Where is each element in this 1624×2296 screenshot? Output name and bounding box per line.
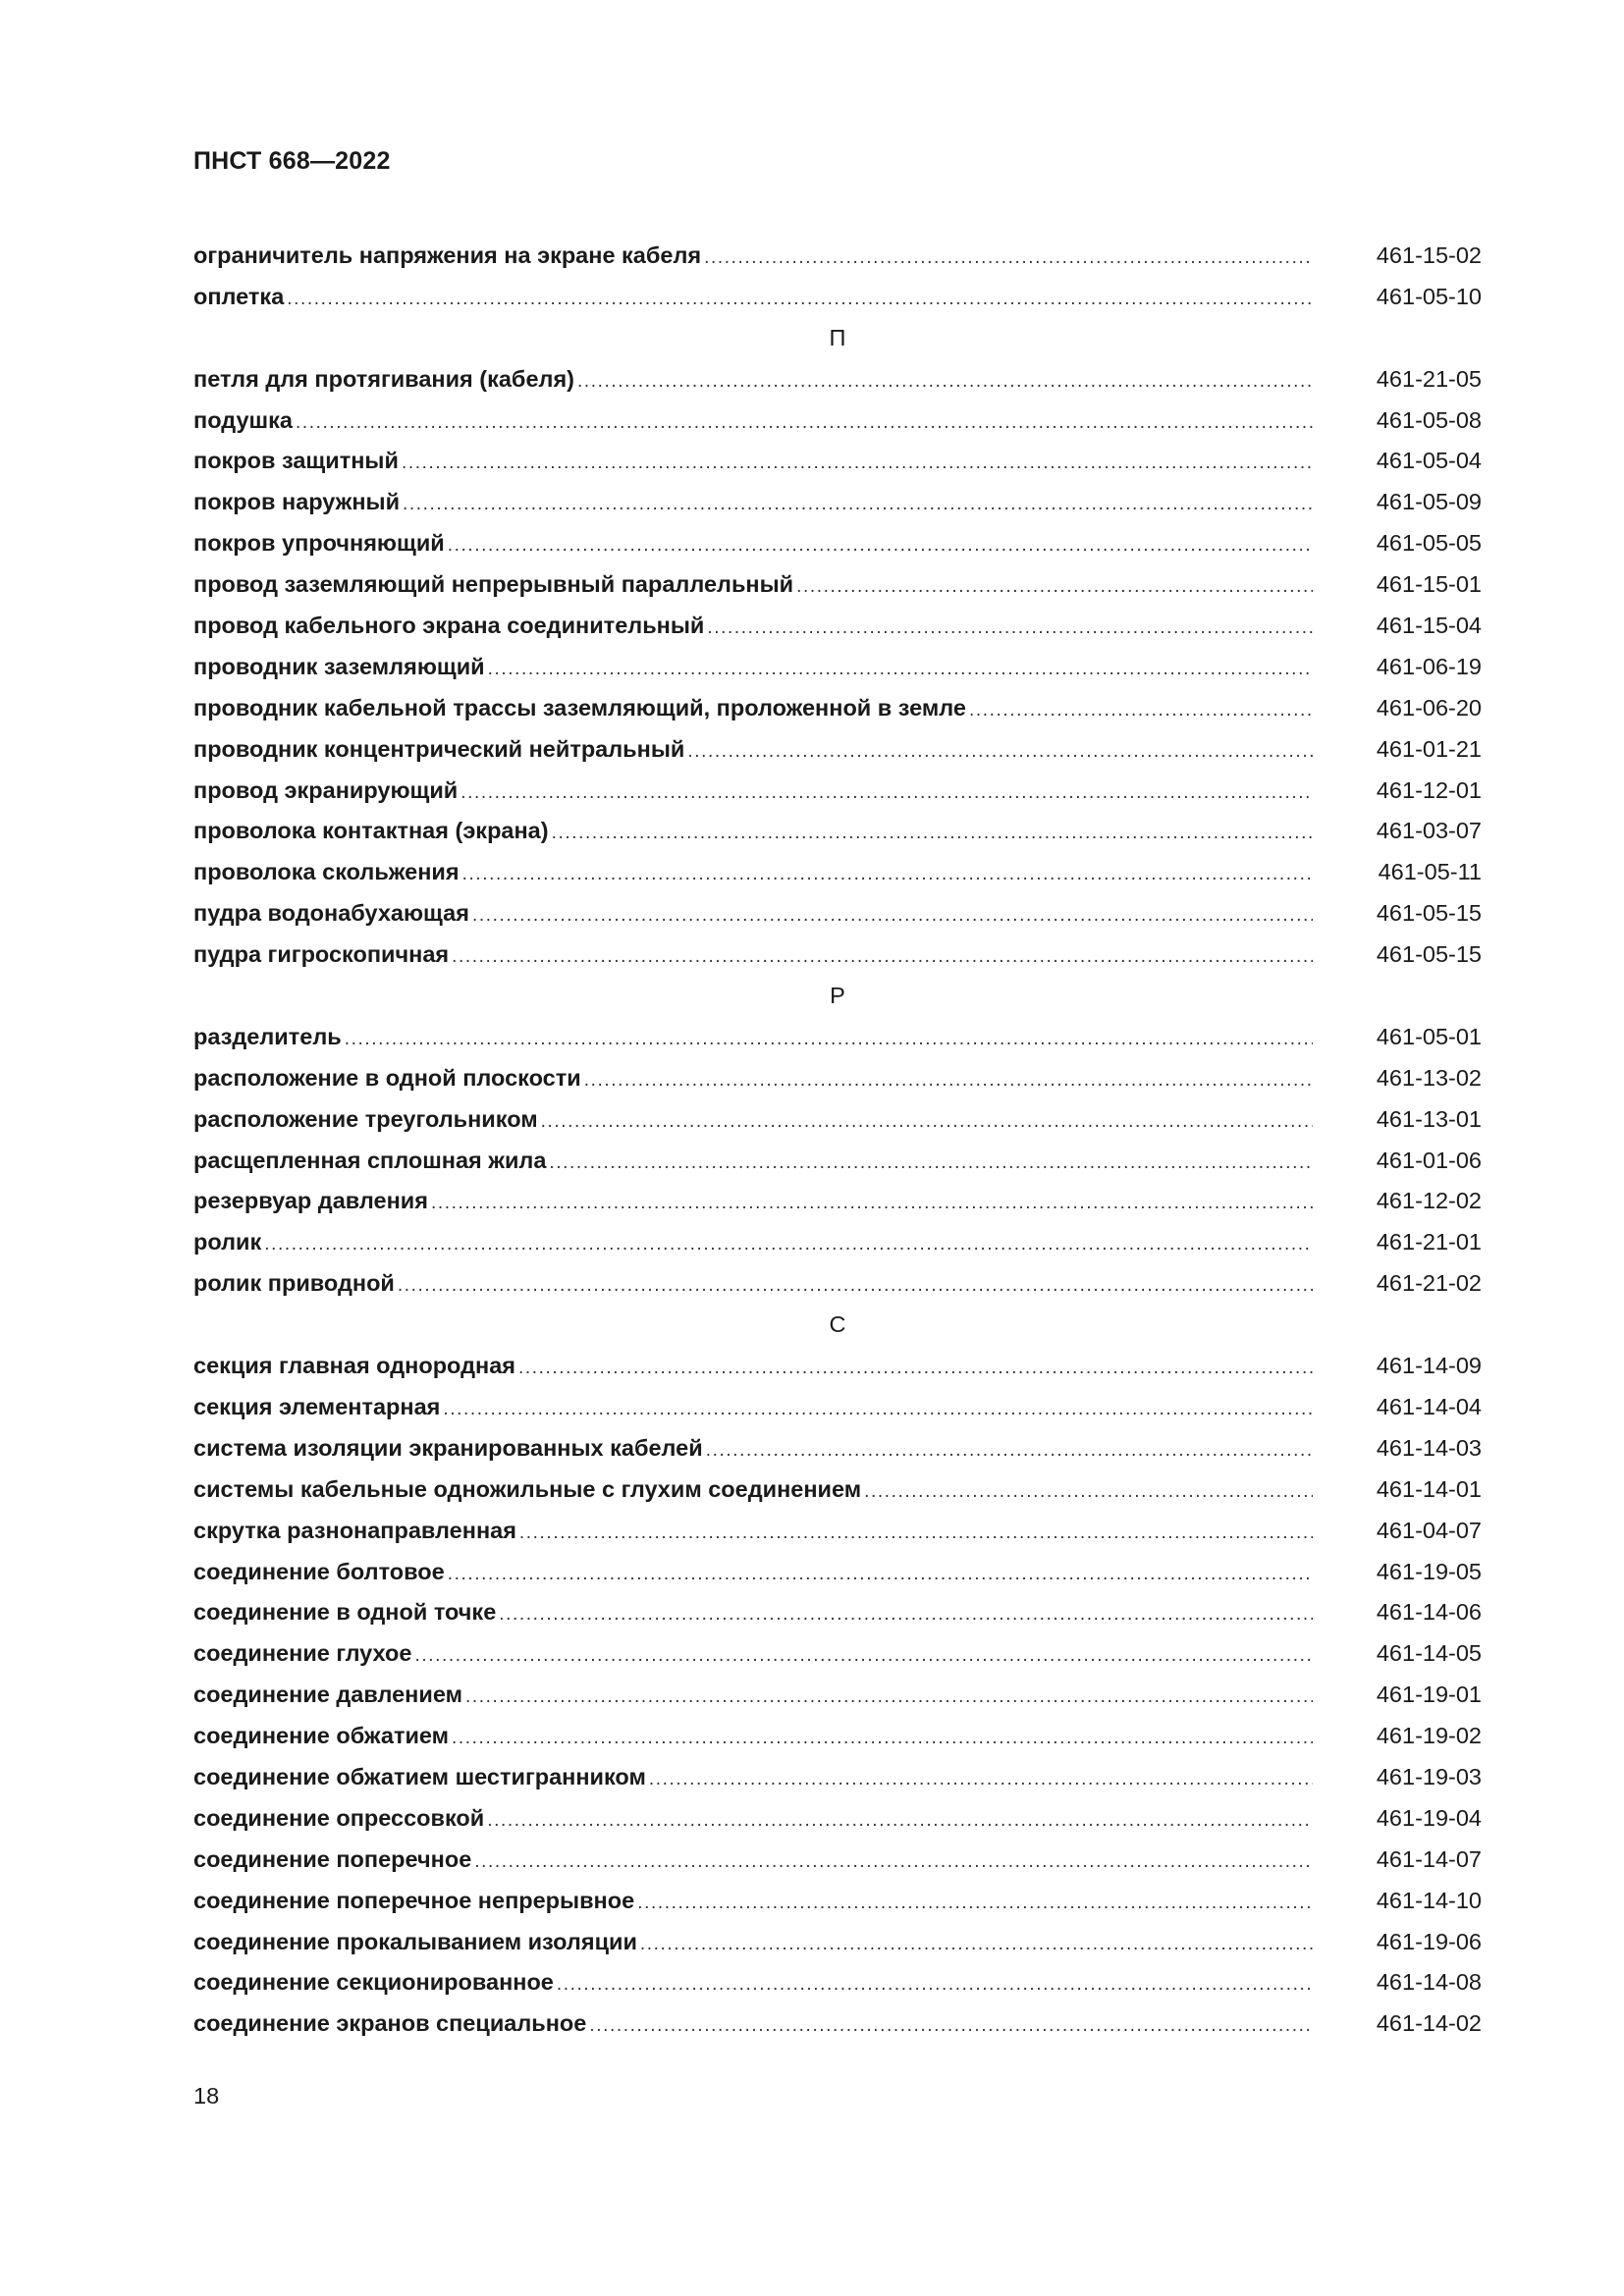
entry-term: скрутка разнонаправленная [193,1517,516,1543]
entry-code: 461-19-02 [1376,1723,1482,1749]
entry-term: соединение поперечное [193,1845,472,1872]
index-entry [193,564,1482,606]
alphabetical-term-index [193,236,1482,2045]
dot-leader [403,484,1313,525]
entry-code: 461-14-01 [1376,1475,1482,1502]
index-entry [193,1552,1482,1593]
dot-leader [345,1019,1313,1060]
entry-term: система изоляции экранированных кабелей [193,1434,703,1461]
entry-code: 461-15-04 [1376,613,1482,639]
dot-leader [414,1635,1313,1677]
entry-code: 461-14-06 [1376,1599,1482,1626]
index-entry [193,1469,1482,1511]
entry-term: петля для протягивания (кабеля) [193,365,574,392]
entry-term: разделитель [193,1023,342,1049]
dot-leader [969,690,1313,731]
entry-code: 461-19-06 [1376,1928,1482,1954]
index-entry [193,1881,1482,1922]
dot-leader [296,402,1313,444]
index-entry [193,277,1482,318]
entry-code: 461-05-11 [1378,859,1482,885]
index-entry [193,400,1482,442]
index-entry [193,1840,1482,1881]
entry-code: 461-19-01 [1376,1682,1482,1708]
entry-term: проводник заземляющий [193,653,485,679]
entry-code: 461-05-04 [1376,448,1482,474]
entry-term: соединение обжатием [193,1723,450,1749]
entry-term: расположение в одной плоскости [193,1064,581,1091]
dot-leader [474,1842,1313,1883]
dot-leader [552,813,1313,854]
entry-code: 461-03-07 [1376,818,1482,844]
entry-code: 461-05-10 [1376,283,1482,309]
entry-term: провод экранирующий [193,776,459,803]
entry-code: 461-13-01 [1376,1105,1482,1132]
entry-term: подушка [193,406,293,433]
index-entry [193,359,1482,400]
entry-code: 461-21-01 [1376,1229,1482,1255]
entry-code: 461-14-07 [1376,1845,1482,1872]
dot-leader [584,1060,1313,1101]
entry-code: 461-05-09 [1376,489,1482,515]
index-entry [193,1675,1482,1716]
dot-leader [402,443,1313,484]
index-entry [193,606,1482,647]
entry-code: 461-05-05 [1376,530,1482,557]
index-entry [193,811,1482,852]
index-entry [193,893,1482,934]
index-entry [193,934,1482,976]
index-entry [193,1141,1482,1182]
entry-term: соединение прокалыванием изоляции [193,1928,637,1954]
index-entry [193,523,1482,564]
entry-term: оплетка [193,283,285,309]
entry-code: 461-21-02 [1376,1270,1482,1297]
index-entry [193,688,1482,729]
entry-code: 461-15-01 [1376,571,1482,598]
dot-leader [706,1430,1313,1471]
dot-leader [687,731,1313,773]
dot-leader [448,1554,1313,1595]
entry-term: покров упрочняющий [193,530,445,557]
dot-leader [577,361,1313,402]
dot-leader [487,1800,1313,1842]
dot-leader [462,854,1313,895]
entry-term: соединение глухое [193,1640,412,1667]
entry-code: 461-19-04 [1376,1804,1482,1831]
dot-leader [704,238,1313,279]
dot-leader [519,1513,1313,1554]
entry-code: 461-05-08 [1376,406,1482,433]
section-letter: С [829,1311,846,1338]
dot-leader [452,1718,1313,1759]
entry-term: соединение опрессовкой [193,1804,485,1831]
index-entry [193,1387,1482,1428]
entry-code: 461-06-20 [1376,694,1482,721]
entry-code: 461-06-19 [1376,653,1482,679]
dot-leader [796,566,1313,608]
index-entry [193,1633,1482,1675]
entry-code: 461-14-09 [1376,1353,1482,1379]
document-header: ПНСТ 668—2022 [193,147,391,175]
entry-term: покров защитный [193,448,399,474]
entry-term: проводник концентрический нейтральный [193,735,685,762]
entry-code: 461-21-05 [1376,365,1482,392]
index-entry [193,236,1482,277]
index-entry [193,1181,1482,1222]
dot-leader [557,1964,1313,2005]
entry-code: 461-15-02 [1376,242,1482,268]
entry-term: соединение давлением [193,1682,462,1708]
index-entry [193,441,1482,482]
entry-code: 461-14-08 [1376,1969,1482,1996]
entry-term: проводник кабельной трассы заземляющий, проложенной в земле [193,694,966,721]
dot-leader [549,1143,1313,1184]
index-entry [193,1058,1482,1099]
index-entry [193,852,1482,893]
entry-code: 461-14-03 [1376,1434,1482,1461]
index-entry [193,482,1482,523]
dot-leader [707,608,1313,649]
dot-leader [398,1265,1313,1307]
index-entry [193,1592,1482,1633]
entry-term: пудра водонабухающая [193,900,469,927]
entry-code: 461-14-04 [1376,1393,1482,1419]
entry-term: покров наружный [193,489,401,515]
entry-code: 461-05-01 [1376,1023,1482,1049]
dot-leader [499,1594,1313,1635]
index-entry [193,2003,1482,2045]
dot-leader [649,1759,1313,1800]
index-entry [193,1346,1482,1387]
entry-code: 461-19-05 [1376,1558,1482,1584]
index-entry [193,1428,1482,1469]
entry-term: резервуар давления [193,1188,428,1214]
entry-term: ролик приводной [193,1270,395,1297]
dot-leader [465,1677,1313,1718]
dot-leader [864,1471,1313,1513]
index-entry [193,1099,1482,1141]
entry-code: 461-14-10 [1376,1887,1482,1913]
dot-leader [488,649,1313,690]
entry-code: 461-01-21 [1376,735,1482,762]
entry-term: соединение экранов специальное [193,2010,587,2037]
index-entry [193,1798,1482,1840]
entry-term: соединение болтовое [193,1558,445,1584]
dot-leader [431,1183,1313,1224]
entry-code: 461-12-01 [1376,776,1482,803]
entry-code: 461-04-07 [1376,1517,1482,1543]
entry-code: 461-14-02 [1376,2010,1482,2037]
entry-code: 461-12-02 [1376,1188,1482,1214]
dot-leader [287,279,1313,320]
entry-term: расположение треугольником [193,1105,538,1132]
dot-leader [443,1389,1313,1430]
entry-term: соединение поперечное непрерывное [193,1887,635,1913]
entry-term: соединение в одной точке [193,1599,497,1626]
entry-term: ограничитель напряжения на экране кабеля [193,242,702,268]
dot-leader [640,1924,1313,1965]
index-entry [193,1511,1482,1552]
entry-code: 461-13-02 [1376,1064,1482,1091]
entry-term: проволока скольжения [193,859,460,885]
entry-code: 461-19-03 [1376,1763,1482,1789]
dot-leader [448,525,1313,566]
index-entry [193,1017,1482,1058]
dot-leader [518,1348,1313,1389]
dot-leader [264,1224,1313,1265]
entry-term: секция главная однородная [193,1353,515,1379]
section-letter: Р [830,983,845,1009]
index-entry [193,1922,1482,1963]
index-entry [193,771,1482,812]
entry-term: соединение обжатием шестигранником [193,1763,646,1789]
index-entry [193,1716,1482,1757]
section-letter: П [829,324,846,350]
dot-leader [460,773,1313,814]
index-entry [193,1962,1482,2003]
index-entry [193,1222,1482,1263]
index-entry [193,1757,1482,1798]
dot-leader [637,1883,1313,1924]
entry-code: 461-14-05 [1376,1640,1482,1667]
entry-term: провод заземляющий непрерывный параллельный [193,571,794,598]
entry-term: провод кабельного экрана соединительный [193,613,705,639]
page-number: 18 [193,2083,220,2109]
entry-term: проволока контактная (экрана) [193,818,549,844]
dot-leader [452,936,1313,978]
entry-term: секция элементарная [193,1393,441,1419]
dot-leader [472,895,1313,936]
index-entry [193,729,1482,771]
dot-leader [541,1101,1313,1143]
entry-code: 461-05-15 [1376,900,1482,927]
dot-leader [589,2005,1313,2047]
entry-code: 461-01-06 [1376,1147,1482,1173]
entry-term: расщепленная сплошная жила [193,1147,547,1173]
entry-code: 461-05-15 [1376,941,1482,968]
entry-term: ролик [193,1229,262,1255]
entry-term: соединение секционированное [193,1969,554,1996]
entry-term: системы кабельные одножильные с глухим соединением [193,1475,862,1502]
index-entry [193,647,1482,688]
index-entry [193,1263,1482,1305]
entry-term: пудра гигроскопичная [193,941,450,968]
